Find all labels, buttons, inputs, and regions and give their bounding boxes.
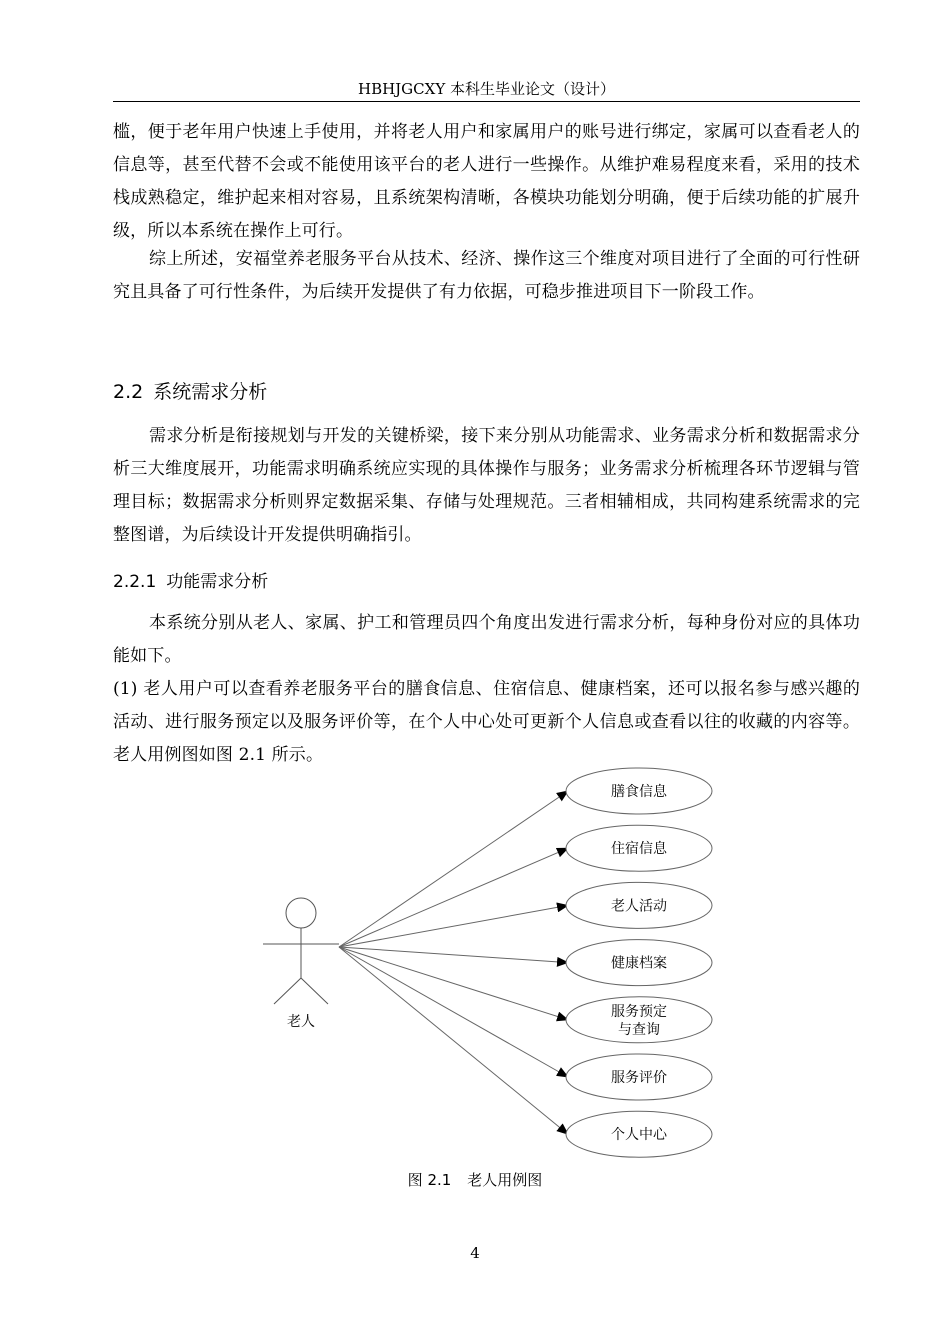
subsection-number: 2.2.1 xyxy=(113,572,157,592)
actor-head xyxy=(286,898,316,928)
section-title: 系统需求分析 xyxy=(153,381,268,403)
paragraph-operational-feasibility: 槛，便于老年用户快速上手使用，并将老人用户和家属用户的账号进行绑定，家属可以查看老人的信息等，甚至代替不会或不能使用该平台的老人进行一些操作。从维护难易程度来看，采用的技术栈成熟稳定，维护起来相对容易，且系统架构清晰，各模块功能划分明确，便于后续功能的扩展升级，所以本系统在操作上可行。 xyxy=(113,122,860,241)
association-arrow xyxy=(339,947,568,963)
running-header: HBHJGCXY 本科生毕业论文（设计） xyxy=(357,80,615,98)
association-arrow xyxy=(339,848,568,947)
use-case-label: 膳食信息 xyxy=(611,784,667,800)
paragraph-roles-intro: 本系统分别从老人、家属、护工和管理员四个角度出发进行需求分析，每种身份对应的具体功能如下。 xyxy=(113,613,860,666)
association-arrow xyxy=(339,947,568,1020)
use-case-label: 与查询 xyxy=(618,1021,660,1038)
use-case-label: 住宿信息 xyxy=(611,841,667,858)
section-number: 2.2 xyxy=(113,381,144,403)
paragraph-elderly-functions: (1) 老人用户可以查看养老服务平台的膳食信息、住宿信息、健康档案，还可以报名参与感兴趣的活动、进行服务预定以及服务评价等，在个人中心处可更新个人信息或查看以往的收藏的内容等。老人用例图如图 2.1 所示。 xyxy=(113,679,860,765)
section-heading-2-2-1 xyxy=(113,569,268,595)
paragraph-feasibility-summary: 综上所述，安福堂养老服务平台从技术、经济、操作这三个维度对项目进行了全面的可行性研究且具备了可行性条件，为后续开发提供了有力依据，可稳步推进项目下一阶段工作。 xyxy=(113,249,860,302)
use-case-label: 个人中心 xyxy=(611,1127,667,1144)
use-case-label: 老人活动 xyxy=(611,898,667,915)
actor-figure xyxy=(263,898,339,1004)
use-case-diagram xyxy=(250,760,730,1165)
figure-title: 老人用例图 xyxy=(467,1171,543,1189)
use-case-node xyxy=(566,1111,712,1157)
actor-left-leg xyxy=(274,978,301,1004)
use-case-node xyxy=(566,1054,712,1100)
page-number: 4 xyxy=(470,1244,480,1262)
association-arrow xyxy=(339,947,568,1077)
use-case-label: 服务评价 xyxy=(611,1070,667,1086)
association-arrow xyxy=(339,905,568,947)
subsection-title: 功能需求分析 xyxy=(166,572,269,592)
use-case-node xyxy=(566,940,712,986)
association-arrow xyxy=(339,791,568,947)
section-heading-2-2 xyxy=(113,378,267,406)
figure-number: 图 2.1 xyxy=(407,1171,452,1189)
use-case-node xyxy=(566,768,712,814)
association-arrow xyxy=(339,947,568,1134)
use-case-label: 服务预定 xyxy=(611,1003,667,1020)
use-case-node xyxy=(566,997,712,1043)
paragraph-requirements-intro: 需求分析是衔接规划与开发的关键桥梁，接下来分别从功能需求、业务需求分析和数据需求分析三大维度展开，功能需求明确系统应实现的具体操作与服务；业务需求分析梳理各环节逻辑与管理目标；数据需求分析则界定数据采集、存储与处理规范。三者相辅相成，共同构建系统需求的完整图谱，为后续设计开发提供明确指引。 xyxy=(113,426,860,545)
actor-right-leg xyxy=(301,978,328,1004)
figure-caption xyxy=(0,1168,950,1192)
use-case-node xyxy=(566,825,712,871)
actor-label: 老人 xyxy=(287,1014,315,1030)
use-case-node xyxy=(566,882,712,928)
use-case-label: 健康档案 xyxy=(611,955,667,972)
header-rule xyxy=(113,101,860,102)
